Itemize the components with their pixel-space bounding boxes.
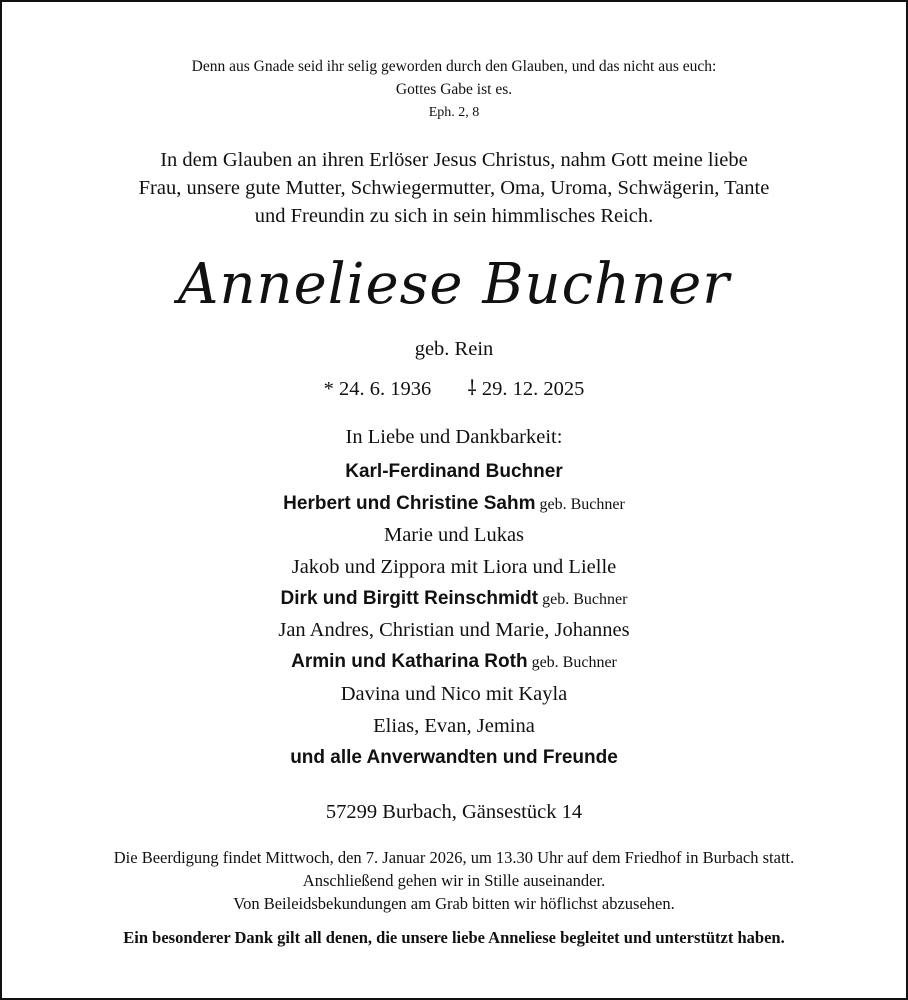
address: 57299 Burbach, Gänsestück 14: [325, 801, 583, 823]
mourner-line-7-suffix: geb. Buchner: [531, 654, 617, 671]
mourner-line-9: Elias, Evan, Jemina: [373, 715, 535, 737]
bible-verse-line-2: Gottes Gabe ist es.: [395, 81, 513, 98]
mourner-line-7: [2, 651, 906, 673]
mourner-line-7-name: Armin und Katharina Roth: [291, 651, 528, 672]
mourners-heading: In Liebe und Dankbarkeit:: [345, 426, 563, 448]
life-dates: [2, 374, 906, 402]
mourner-line-2-suffix: geb. Buchner: [539, 496, 625, 513]
mourner-line-3: Marie und Lukas: [383, 524, 525, 546]
mourner-line-6: Jan Andres, Christian und Marie, Johannes: [278, 619, 630, 641]
intro-line-1: In dem Glauben an ihren Erlöser Jesus Christus, nahm Gott meine liebe: [160, 149, 748, 171]
mourner-line-5-name: Dirk und Birgitt Reinschmidt: [280, 588, 539, 609]
mourner-line-5: [2, 588, 906, 610]
mourner-line-2: [2, 493, 906, 515]
mourner-line-5-suffix: geb. Buchner: [542, 591, 628, 608]
funeral-info-line-1: Die Beerdigung findet Mittwoch, den 7. Januar 2026, um 13.30 Uhr auf dem Friedhof in Burbach statt.: [113, 848, 795, 867]
mourner-line-4: Jakob und Zippora mit Liora und Lielle: [291, 556, 617, 578]
funeral-info-line-2: Anschließend gehen wir in Stille auseinander.: [302, 871, 606, 890]
mourner-line-1: Karl-Ferdinand Buchner: [345, 461, 563, 482]
bible-verse-line-1: Denn aus Gnade seid ihr selig geworden durch den Glauben, und das nicht aus euch:: [191, 58, 717, 75]
intro-line-3: und Freundin zu sich in sein himmlisches Reich.: [254, 205, 654, 227]
funeral-info-line-3: Von Beileidsbekundungen am Grab bitten wir höflichst abzusehen.: [233, 894, 675, 913]
birth-date: * 24. 6. 1936: [323, 378, 432, 400]
mourner-line-2-name: Herbert und Christine Sahm: [283, 493, 536, 514]
death-date: ⸸ 29. 12. 2025: [467, 378, 585, 400]
deceased-name: Anneliese Buchner: [178, 252, 730, 317]
thanks-note: Ein besonderer Dank gilt all denen, die unsere liebe Anneliese begleitet und unterstützt haben.: [123, 928, 785, 947]
mourner-line-8: Davina und Nico mit Kayla: [340, 683, 568, 705]
birth-name: geb. Rein: [414, 338, 494, 360]
intro-line-2: Frau, unsere gute Mutter, Schwiegermutter, Oma, Uroma, Schwägerin, Tante: [138, 177, 770, 199]
bible-verse-reference: Eph. 2, 8: [428, 105, 480, 120]
mourner-line-10: und alle Anverwandten und Freunde: [290, 747, 618, 768]
